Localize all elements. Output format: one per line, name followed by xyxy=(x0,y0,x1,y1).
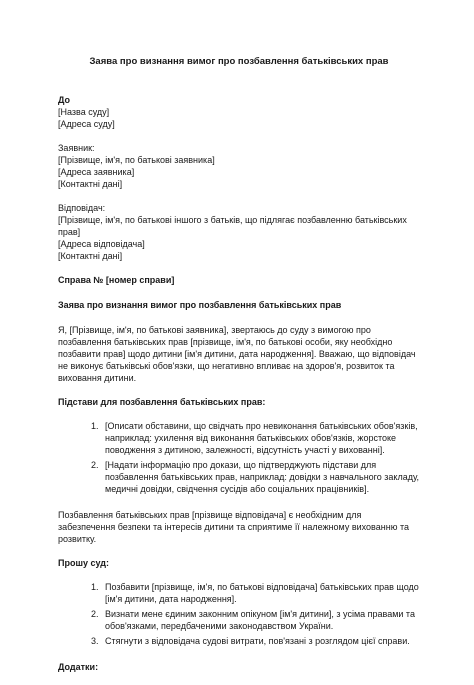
list-item: 2. Визнати мене єдиним законним опікуном [ім'я дитини], з усіма правами та обов'язками, передбаченими законодавством України. xyxy=(101,608,420,632)
court-name: [Назва суду] xyxy=(58,107,110,117)
document-title: Заява про визнання вимог про позбавлення батьківських прав xyxy=(89,56,389,67)
conclusion-paragraph: Позбавлення батьківських прав [прізвище відповідача] є необхідним для забезпечення безпеки та інтересів дитини та сприятиме її належному вихованню та розвитку. xyxy=(58,510,409,544)
document-page xyxy=(58,56,420,685)
respondent-address: [Адреса відповідача] xyxy=(58,239,145,249)
grounds-list xyxy=(58,420,420,495)
grounds-heading: Підстави для позбавлення батьківських прав: xyxy=(58,397,266,407)
attachments-heading: Додатки: xyxy=(58,662,99,672)
respondent-contacts: [Контактні дані] xyxy=(58,251,123,261)
intro-paragraph: Я, [Прізвище, ім'я, по батькові заявника], звертаюсь до суду з вимогою про позбавлення батьківських прав [прізвище, ім'я, по батькові особи, яку необхідно позбавити прав] щодо дитини [ім'я дитини, дата народження]. Вважаю, що відповідач не виконує батьківські обов'язки, що негативно впливає на здоров'я, розвиток та виховання дитини. xyxy=(58,325,416,383)
respondent-name: [Прізвище, ім'я, по батькові іншого з батьків, що підлягає позбавленню батьківських прав] xyxy=(58,215,407,237)
list-item: 3. Стягнути з відповідача судові витрати, пов'язані з розглядом цієї справи. xyxy=(101,635,420,647)
court-address: [Адреса суду] xyxy=(58,119,115,129)
addressee-block xyxy=(58,94,420,130)
list-item: 1. Позбавити [прізвище, ім'я, по батькові відповідача] батьківських прав щодо [ім'я дитини, дата народження]. xyxy=(101,581,420,605)
respondent-label: Відповідач: xyxy=(58,203,106,213)
respondent-block xyxy=(58,202,420,262)
applicant-address: [Адреса заявника] xyxy=(58,167,135,177)
list-item: 2. [Надати інформацію про докази, що підтверджують підстави для позбавлення батьківських прав, наприклад: довідки з навчального закладу, медичні довідки, свідчення сусідів або соціальних працівників]. xyxy=(101,459,420,495)
applicant-contacts: [Контактні дані] xyxy=(58,179,123,189)
statement-subtitle: Заява про визнання вимог про позбавлення батьківських прав xyxy=(58,300,342,310)
applicant-label: Заявник: xyxy=(58,143,95,153)
applicant-block xyxy=(58,142,420,190)
list-item: 1. [Описати обставини, що свідчать про невиконання батьківських обов'язків, наприклад: ухилення від виконання батьківських обов'язків, жорстоке поводження з дитиною, залежності, відсутність участі у вихованні]. xyxy=(101,420,420,456)
to-label: До xyxy=(58,95,71,105)
request-list xyxy=(58,581,420,647)
request-heading: Прошу суд: xyxy=(58,558,109,568)
case-number: Справа № [номер справи] xyxy=(58,275,175,285)
applicant-name: [Прізвище, ім'я, по батькові заявника] xyxy=(58,155,215,165)
